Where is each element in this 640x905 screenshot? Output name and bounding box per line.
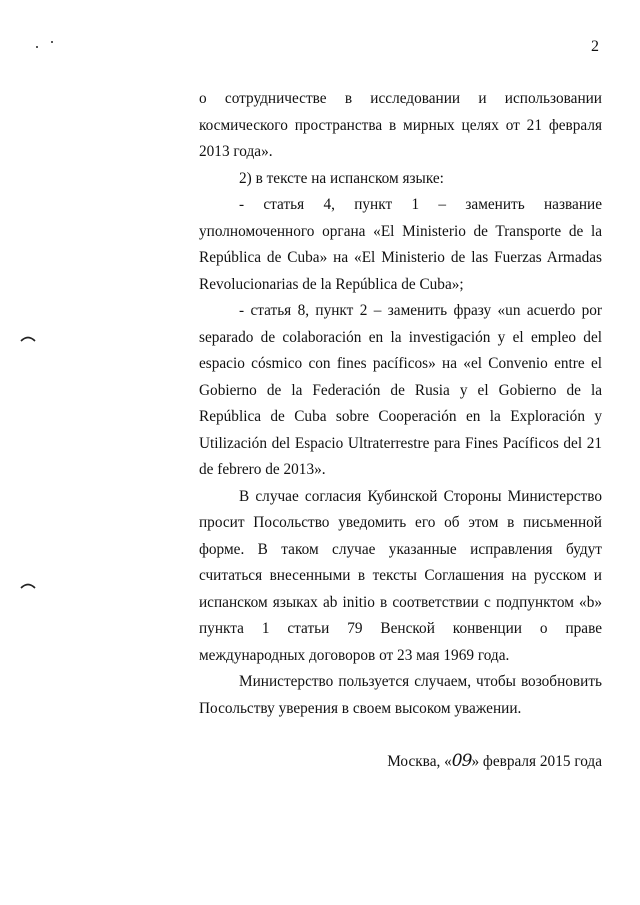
paragraph-spanish-text-heading: 2) в тексте на испанском языке:: [239, 169, 444, 187]
page-number: 2: [591, 38, 599, 55]
signature-date-rest: » февраля 2015 года: [471, 753, 602, 770]
paragraph-article-4: - статья 4, пункт 1 – заменить название уполномоченного органа «El Ministerio de Transporte de la República de Cuba» на «El Ministerio de las Fuerzas Armadas Revolucionarias de la República de Cuba»;: [199, 196, 602, 293]
paragraph-closing-courtesy: Министерство пользуется случаем, чтобы возобновить Посольству уверения в своем высоком уважении.: [199, 673, 602, 717]
place-date-line: [387, 748, 602, 775]
paragraph-article-8: - статья 8, пункт 2 – заменить фразу «un acuerdo por separado de colaboración en la investigación y el empleo del espacio cósmico con fines pacíficos» на «el Convenio entre el Gobierno de la Federación de Rusia y el Gobierno de la República de Cuba sobre Cooperación en la Exploración y Utilización del Espacio Ultraterrestre para Fines Pacíficos del 21 de febrero de 2013».: [199, 302, 602, 478]
paragraph-consent-request: В случае согласия Кубинской Стороны Министерство просит Посольство уведомить его об этом в письменной форме. В таком случае указанные исправления будут считаться внесенными в тексты Соглашения на русском и испанском языках ab initio в соответствии с подпунктом «b» пункта 1 статьи 79 Венской конвенции о праве международных договоров от 23 мая 1969 года.: [199, 487, 602, 664]
scan-speck: [36, 46, 38, 48]
handwritten-day: 09: [451, 751, 472, 771]
paragraph-continuation: о сотрудничестве в исследовании и использовании космического пространства в мирных целях от 21 февраля 2013 года».: [199, 90, 602, 160]
binding-hole-mark: [20, 334, 36, 342]
signature-city: Москва, «: [387, 753, 452, 770]
binding-hole-mark: [20, 581, 36, 589]
scan-speck: [51, 41, 53, 43]
letter-body: [199, 86, 602, 722]
